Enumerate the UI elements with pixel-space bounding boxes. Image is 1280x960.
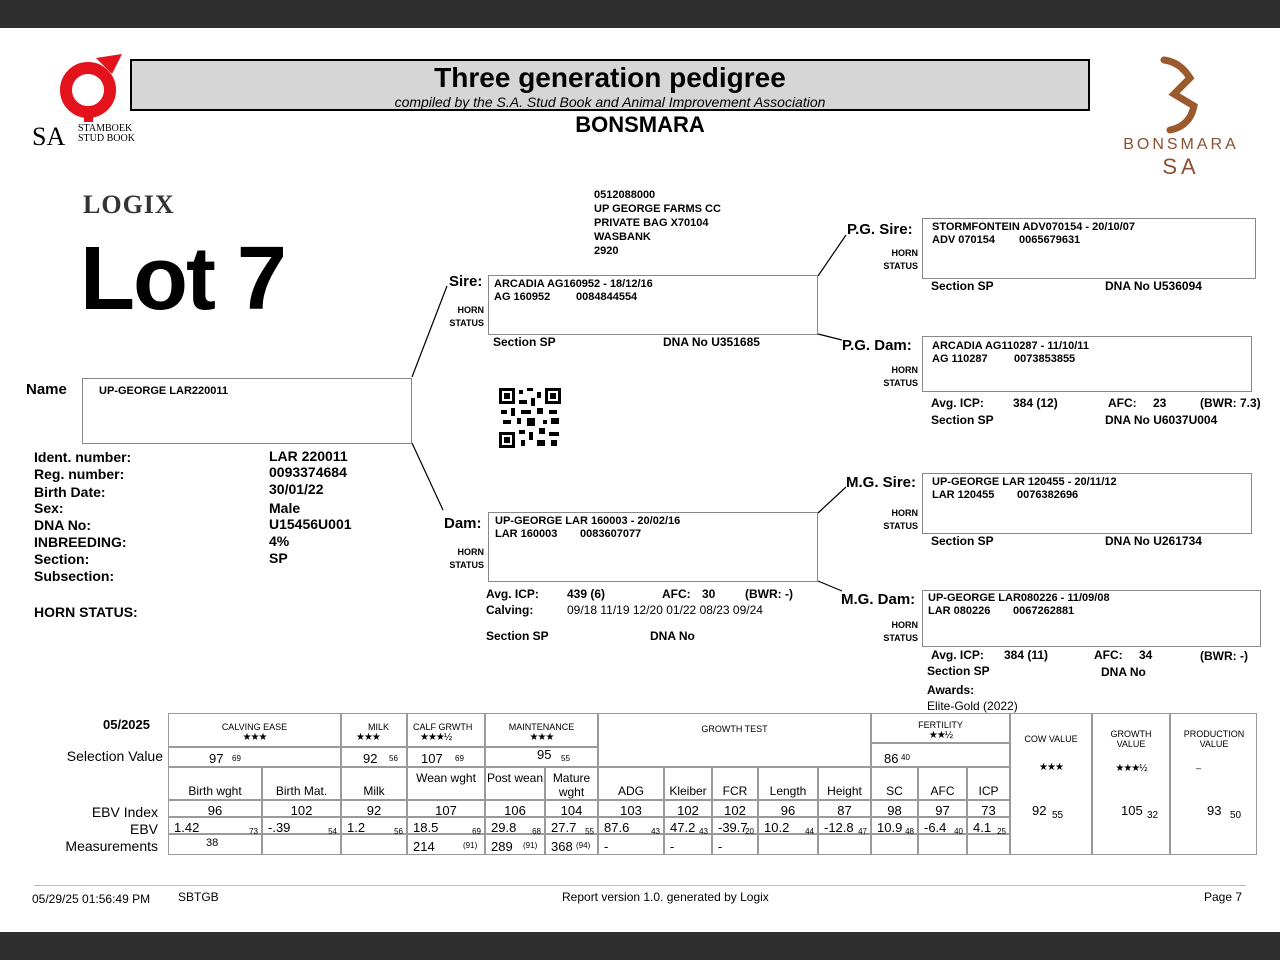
pg-sire-name: STORMFONTEIN ADV070154 - 20/10/07 xyxy=(932,221,1135,233)
mg-dam-afc: 34 xyxy=(1139,648,1153,662)
viewer-top-bar xyxy=(0,0,1280,28)
pg-sire-id: 0065679631 xyxy=(1019,234,1081,246)
calving-ease-stars: ★★★ xyxy=(242,732,267,743)
status-text: STATUS xyxy=(883,378,918,388)
ebv-value: 1.2 xyxy=(347,820,366,835)
ebv-column-header: SC xyxy=(886,784,903,798)
ebv-value: 1.42 xyxy=(174,820,200,835)
breeder-box: PRIVATE BAG X70104 xyxy=(594,217,709,229)
ebv-column-header: Post wean xyxy=(486,771,544,785)
footer-page: Page 7 xyxy=(1204,890,1243,904)
sa-logo-letters: SA xyxy=(32,122,66,151)
ebv-value: 27.7 xyxy=(551,820,577,835)
sel-fert-value: 86 xyxy=(884,751,899,766)
footer-report: Report version 1.0. generated by Logix xyxy=(562,890,769,904)
dam-calving: 09/18 11/19 12/20 01/22 08/23 09/24 xyxy=(567,603,763,617)
mg-dam-name: UP-GEORGE LAR080226 - 11/09/08 xyxy=(928,592,1110,604)
birth-date-label: Birth Date: xyxy=(34,484,106,500)
page-title: Three generation pedigree xyxy=(434,62,786,93)
sel-milk-acc: 56 xyxy=(389,754,398,763)
footer-datetime: 05/29/25 01:56:49 PM xyxy=(32,892,151,906)
ebv-grid-cell xyxy=(918,834,967,855)
ebv-value: 10.9 xyxy=(877,820,903,835)
ebv-value: 87.6 xyxy=(604,820,630,835)
dna-value: U15456U001 xyxy=(269,516,352,532)
ebv-accuracy: 68 xyxy=(532,827,541,836)
mg-sire-id: 0076382696 xyxy=(1017,489,1079,501)
horn-status-label: HORN STATUS: xyxy=(34,604,138,620)
reg-value: 0093374684 xyxy=(269,464,347,480)
dam-id: 0083607077 xyxy=(580,528,642,540)
group-production-value xyxy=(1170,713,1257,855)
ebv-index-value: 96 xyxy=(207,803,223,818)
mg-sire-reg: LAR 120455 xyxy=(932,489,995,501)
calf-growth-label: CALF GRWTH xyxy=(413,722,473,732)
ebv-grid-cell xyxy=(262,834,341,855)
maintenance-stars: ★★★ xyxy=(529,732,554,743)
measurement-value: 368 xyxy=(551,839,573,854)
ident-label: Ident. number: xyxy=(34,449,132,465)
group-fertility xyxy=(871,713,1010,743)
ebv-accuracy: 55 xyxy=(585,827,594,836)
ebv-grid-cell xyxy=(758,834,818,855)
dna-label: DNA No: xyxy=(34,517,92,533)
row-label-selection: Selection Value xyxy=(66,748,163,764)
breeder-name: UP GEORGE FARMS CC xyxy=(594,203,721,215)
dam-bwr: (BWR: -) xyxy=(745,587,793,601)
ebv-value: -12.8 xyxy=(824,820,854,835)
production-value-label: PRODUCTION VALUE xyxy=(1183,729,1245,749)
mg-dam-id: 0067262881 xyxy=(1013,605,1075,617)
ebv-accuracy: 43 xyxy=(651,827,660,836)
cow-value-index: 92 xyxy=(1032,803,1047,818)
ebv-value: -39.7 xyxy=(718,820,748,835)
ebv-accuracy: 47 xyxy=(858,827,867,836)
ebv-index-value: 102 xyxy=(724,803,746,818)
ebv-value: -.39 xyxy=(268,820,291,835)
production-value-index: 93 xyxy=(1207,803,1222,818)
sire-dna: DNA No U351685 xyxy=(663,335,760,349)
mg-dam-dna: DNA No xyxy=(1101,665,1146,679)
bonsmara-logo-text: BONSMARA xyxy=(1123,136,1239,153)
sire-label: Sire: xyxy=(449,273,483,290)
ebv-column-header: Birth wght xyxy=(188,784,242,798)
production-value-stars: – xyxy=(1195,763,1201,773)
pg-dam-section: Section SP xyxy=(931,413,994,427)
ebv-accuracy: 43 xyxy=(699,827,708,836)
ebv-index-value: 73 xyxy=(981,803,996,818)
pg-dam-label: P.G. Dam: xyxy=(842,337,912,354)
sel-growth-value: 107 xyxy=(421,751,443,766)
ident-value: LAR 220011 xyxy=(269,448,348,464)
growth-value-label: GROWTH VALUE xyxy=(1110,729,1152,749)
group-calving-ease xyxy=(168,713,341,747)
ebv-column-header: Mature wght xyxy=(552,771,591,799)
mg-dam-bwr: (BWR: -) xyxy=(1200,649,1248,663)
ebv-index-value: 107 xyxy=(435,803,457,818)
ebv-column-header: Birth Mat. xyxy=(275,784,328,798)
ebv-grid-cell xyxy=(967,834,1010,855)
inbreeding-value: 4% xyxy=(269,533,290,549)
ebv-value: 4.1 xyxy=(973,820,992,835)
horn-text: HORN xyxy=(457,547,484,557)
pg-dam-dna: DNA No U6037U004 xyxy=(1105,413,1218,427)
ebv-column-header: Height xyxy=(827,784,862,798)
horn-text: HORN xyxy=(891,248,918,258)
measurement-value: 289 xyxy=(491,839,513,854)
mg-sire-name: UP-GEORGE LAR 120455 - 20/11/12 xyxy=(932,476,1117,488)
horn-text: HORN xyxy=(457,305,484,315)
breed-name: BONSMARA xyxy=(575,112,705,137)
mg-dam-award: Elite-Gold (2022) xyxy=(927,699,1018,713)
mg-dam-afc-label: AFC: xyxy=(1094,648,1123,662)
group-growth-test xyxy=(598,713,871,767)
dam-afc: 30 xyxy=(702,587,716,601)
ebv-column-header: ICP xyxy=(978,784,999,798)
group-cow-value xyxy=(1010,713,1092,855)
sex-label: Sex: xyxy=(34,500,64,516)
pg-sire-label: P.G. Sire: xyxy=(847,221,913,238)
maintenance-label: MAINTENANCE xyxy=(508,722,575,732)
pg-dam-afc-label: AFC: xyxy=(1108,396,1137,410)
ebv-column-header: Length xyxy=(769,784,807,798)
pg-dam-reg: AG 110287 xyxy=(932,353,988,365)
ebv-index-value: 87 xyxy=(837,803,852,818)
pedigree-page xyxy=(0,28,1280,932)
mg-dam-label: M.G. Dam: xyxy=(841,591,916,608)
dam-section: Section SP xyxy=(486,629,549,643)
dam-dna: DNA No xyxy=(650,629,695,643)
ebv-accuracy: 54 xyxy=(328,827,337,836)
lot-number: Lot 7 xyxy=(80,229,285,329)
status-text: STATUS xyxy=(883,521,918,531)
pg-dam-id: 0073853855 xyxy=(1014,353,1076,365)
ebv-value: 29.8 xyxy=(491,820,517,835)
group-maintenance xyxy=(485,713,598,747)
pg-dam-name: ARCADIA AG110287 - 11/10/11 xyxy=(932,340,1089,352)
mg-dam-reg: LAR 080226 xyxy=(928,605,991,617)
section-label: Section: xyxy=(34,551,90,567)
dam-icp-label: Avg. ICP: xyxy=(486,587,539,601)
group-milk xyxy=(341,713,407,747)
name-label: Name xyxy=(26,381,67,398)
dam-reg: LAR 160003 xyxy=(495,528,558,540)
sex-value: Male xyxy=(269,500,301,516)
pg-sire-dna: DNA No U536094 xyxy=(1105,279,1202,293)
ebv-accuracy: 48 xyxy=(905,827,914,836)
ebv-accuracy: 25 xyxy=(997,827,1006,836)
logix-logo: LOGIX xyxy=(83,190,175,219)
pg-sire-reg: ADV 070154 xyxy=(932,234,995,246)
status-text: STATUS xyxy=(449,560,484,570)
row-label-ebv: EBV xyxy=(129,821,158,837)
status-text: STATUS xyxy=(449,318,484,328)
mg-dam-awards-label: Awards: xyxy=(927,683,975,697)
calving-ease-label: CALVING EASE xyxy=(221,722,288,732)
ebv-accuracy: 40 xyxy=(954,827,963,836)
measurement-value: - xyxy=(718,839,723,854)
sel-milk-value: 92 xyxy=(363,751,378,766)
birth-date-value: 30/01/22 xyxy=(269,481,324,497)
sire-name: ARCADIA AG160952 - 18/12/16 xyxy=(494,278,653,290)
reg-label: Reg. number: xyxy=(34,466,125,482)
group-growth-value xyxy=(1092,713,1170,855)
sa-logo-text-1: STAMBOEK xyxy=(78,123,133,134)
pg-dam-afc: 23 xyxy=(1153,396,1167,410)
ebv-index-value: 102 xyxy=(290,803,313,818)
ebv-date: 05/2025 xyxy=(103,717,150,732)
horn-text: HORN xyxy=(891,508,918,518)
sel-fert-acc: 40 xyxy=(901,753,910,762)
measurement-value: - xyxy=(670,839,675,854)
mg-sire-dna: DNA No U261734 xyxy=(1105,534,1202,548)
sel-calving-acc: 69 xyxy=(232,754,241,763)
pg-sire-section: Section SP xyxy=(931,279,994,293)
ebv-column-header: Kleiber xyxy=(669,784,707,798)
sel-growth-acc: 69 xyxy=(455,754,464,763)
ebv-accuracy: 20 xyxy=(745,827,754,836)
ebv-value: 47.2 xyxy=(670,820,696,835)
production-value-acc: 50 xyxy=(1230,810,1242,821)
subsection-label: Subsection: xyxy=(34,568,115,584)
sel-calving-cell xyxy=(168,747,341,767)
growth-value-index: 105 xyxy=(1121,803,1143,818)
ebv-index-value: 97 xyxy=(935,803,950,818)
footer-divider xyxy=(34,885,1246,886)
animal-name: UP-GEORGE LAR220011 xyxy=(99,385,228,397)
inbreeding-label: INBREEDING: xyxy=(34,534,127,550)
dam-afc-label: AFC: xyxy=(662,587,691,601)
row-label-index: EBV Index xyxy=(91,804,158,820)
sire-reg: AG 160952 xyxy=(494,291,551,303)
measurement-sub: (91) xyxy=(523,841,538,850)
sel-growth-cell xyxy=(407,747,485,767)
measurement-sub: (94) xyxy=(576,841,591,850)
growth-value-stars: ★★★½ xyxy=(1115,763,1147,774)
fertility-label: FERTILITY xyxy=(918,720,963,730)
sire-section: Section SP xyxy=(493,335,556,349)
sel-maint-acc: 55 xyxy=(561,754,570,763)
ebv-grid-cell xyxy=(818,834,871,855)
ebv-table xyxy=(0,28,1280,932)
pg-dam-icp: 384 (12) xyxy=(1013,396,1058,410)
dam-icp: 439 (6) xyxy=(567,587,606,601)
pg-dam-bwr: (BWR: 7.3) xyxy=(1200,396,1261,410)
calf-growth-stars: ★★★½ xyxy=(420,732,452,743)
ebv-value: 18.5 xyxy=(413,820,439,835)
ebv-value: -6.4 xyxy=(924,820,947,835)
milk-stars: ★★★ xyxy=(356,732,380,743)
growth-test-label: GROWTH TEST xyxy=(701,724,768,734)
horn-text: HORN xyxy=(891,365,918,375)
cow-value-stars: ★★★ xyxy=(1039,762,1063,773)
viewer-bottom-bar xyxy=(0,932,1280,960)
ebv-accuracy: 69 xyxy=(472,827,481,836)
mg-dam-icp: 384 (11) xyxy=(1004,648,1049,662)
ebv-index-value: 92 xyxy=(366,803,382,818)
mg-dam-icp-label: Avg. ICP: xyxy=(931,648,984,662)
status-text: STATUS xyxy=(883,261,918,271)
breeder-phone: 0512088000 xyxy=(594,189,656,201)
footer-code: SBTGB xyxy=(178,890,219,904)
ebv-column-header: Wean wght xyxy=(416,771,476,785)
ebv-index-value: 106 xyxy=(504,803,526,818)
cow-value-label: COW VALUE xyxy=(1024,734,1078,744)
ebv-accuracy: 73 xyxy=(249,827,258,836)
dam-label: Dam: xyxy=(444,515,482,532)
sire-id: 0084844554 xyxy=(576,291,638,303)
breeder-town: WASBANK xyxy=(594,231,651,243)
ebv-column-header: AFC xyxy=(930,784,955,798)
measurement-value: 38 xyxy=(206,837,219,849)
page-subtitle: compiled by the S.A. Stud Book and Animal Improvement Association xyxy=(394,94,826,110)
ebv-index-value: 103 xyxy=(620,803,642,818)
pg-dam-icp-label: Avg. ICP: xyxy=(931,396,984,410)
bonsmara-logo-sa: SA xyxy=(1162,154,1200,179)
row-label-measurements: Measurements xyxy=(65,838,158,854)
measurement-value: - xyxy=(604,839,609,854)
status-text: STATUS xyxy=(883,633,918,643)
horn-text: HORN xyxy=(891,620,918,630)
ebv-index-value: 96 xyxy=(780,803,796,818)
mg-sire-section: Section SP xyxy=(931,534,994,548)
section-value: SP xyxy=(269,550,288,566)
ebv-accuracy: 44 xyxy=(805,827,814,836)
group-calf-growth xyxy=(407,713,485,747)
breeder-code: 2920 xyxy=(594,245,619,257)
sel-maint-value: 95 xyxy=(537,747,552,762)
ebv-value: 10.2 xyxy=(764,820,790,835)
ebv-index-value: 104 xyxy=(560,803,583,818)
measurement-value: 214 xyxy=(413,839,435,854)
mg-dam-section: Section SP xyxy=(927,664,990,678)
ebv-column-header: Milk xyxy=(363,784,385,798)
cow-value-acc: 55 xyxy=(1052,810,1064,821)
sa-logo-text-2: STUD BOOK xyxy=(78,133,135,144)
measurement-sub: (91) xyxy=(463,841,478,850)
ebv-accuracy: 56 xyxy=(394,827,403,836)
ebv-column-header: ADG xyxy=(617,784,644,798)
milk-group-label: MILK xyxy=(368,722,390,732)
ebv-index-value: 98 xyxy=(887,803,902,818)
fertility-stars: ★★½ xyxy=(928,730,953,741)
sel-calving-value: 97 xyxy=(209,751,224,766)
dam-calving-label: Calving: xyxy=(486,603,534,617)
growth-value-acc: 32 xyxy=(1147,810,1159,821)
ebv-grid-cell xyxy=(871,834,918,855)
ebv-column-header: FCR xyxy=(722,784,748,798)
mg-sire-label: M.G. Sire: xyxy=(846,474,917,491)
dam-name: UP-GEORGE LAR 160003 - 20/02/16 xyxy=(495,515,681,527)
ebv-index-value: 102 xyxy=(677,803,699,818)
ebv-grid-cell xyxy=(341,834,407,855)
